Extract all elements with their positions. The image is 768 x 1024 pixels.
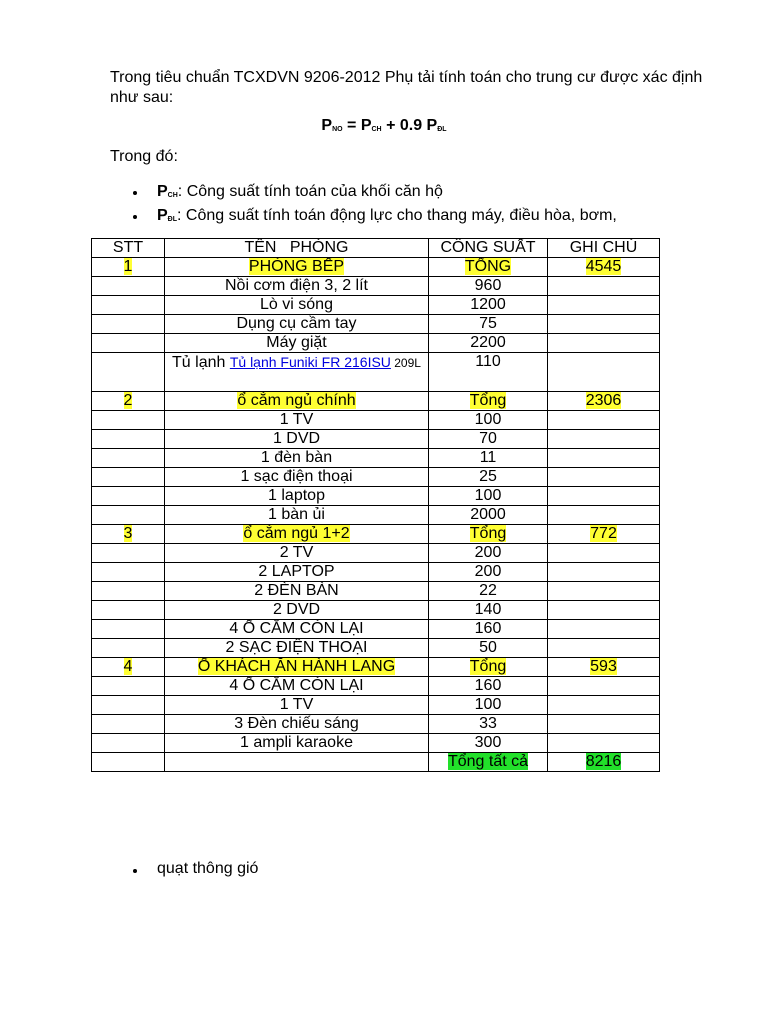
stt-cell	[92, 296, 165, 315]
name-cell: 1 TV	[165, 411, 429, 430]
table-row	[92, 334, 660, 353]
table-row	[92, 734, 660, 753]
power-cell: 2200	[429, 334, 548, 353]
note-cell	[548, 601, 660, 620]
table-row	[92, 430, 660, 449]
note-cell	[548, 296, 660, 315]
table-row	[92, 696, 660, 715]
power-cell: 160	[429, 677, 548, 696]
definition-pch: $P_{CH}$: Công suất tính toán của khối căn hộ	[130, 182, 617, 206]
section-row	[92, 258, 660, 277]
power-cell: 100	[429, 411, 548, 430]
power-cell: 2000	[429, 506, 548, 525]
name-cell: ổ cắm ngủ 1+2	[165, 525, 429, 544]
name-cell: 3 Đèn chiếu sáng	[165, 715, 429, 734]
note-cell: 593	[548, 658, 660, 677]
definition-list	[130, 182, 617, 230]
note-cell	[548, 715, 660, 734]
name-cell: 2 SẠC ĐIỆN THOẠI	[165, 639, 429, 658]
note-cell	[548, 544, 660, 563]
footnote-list	[130, 860, 258, 878]
stt-cell	[92, 277, 165, 296]
section-row	[92, 658, 660, 677]
note-cell: 2306	[548, 392, 660, 411]
power-cell: 70	[429, 430, 548, 449]
header-room: TÊN PHÒNG	[165, 239, 429, 258]
header-power: CÔNG SUẤT	[429, 239, 548, 258]
note-cell	[548, 468, 660, 487]
total-value: 8216	[585, 753, 622, 770]
note-cell	[548, 563, 660, 582]
table-row	[92, 277, 660, 296]
trong-do-label: Trong đó:	[110, 148, 178, 165]
table-row	[92, 506, 660, 525]
power-cell: 160	[429, 620, 548, 639]
table-row	[92, 449, 660, 468]
power-cell: 11	[429, 449, 548, 468]
power-cell: 960	[429, 277, 548, 296]
power-cell: Tổng	[429, 392, 548, 411]
note-cell	[548, 506, 660, 525]
stt-cell	[92, 582, 165, 601]
name-cell: 2 ĐÈN BÀN	[165, 582, 429, 601]
name-cell: 1 DVD	[165, 430, 429, 449]
name-cell: Nồi cơm điện 3, 2 lít	[165, 277, 429, 296]
name-cell: Dụng cụ cầm tay	[165, 315, 429, 334]
name-cell: 2 DVD	[165, 601, 429, 620]
stt-cell	[92, 315, 165, 334]
power-cell: 140	[429, 601, 548, 620]
header-stt: STT	[92, 239, 165, 258]
name-cell: 2 TV	[165, 544, 429, 563]
name-cell: ổ cắm ngủ chính	[165, 392, 429, 411]
footnote-item: quạt thông gió	[130, 860, 258, 878]
stt-cell	[92, 563, 165, 582]
table-row	[92, 620, 660, 639]
power-cell: 200	[429, 563, 548, 582]
note-cell: 772	[548, 525, 660, 544]
stt-cell	[92, 677, 165, 696]
note-cell	[548, 487, 660, 506]
note-cell	[548, 620, 660, 639]
total-row	[92, 753, 660, 772]
table-row	[92, 601, 660, 620]
note-cell: 4545	[548, 258, 660, 277]
power-cell: 100	[429, 696, 548, 715]
note-cell	[548, 734, 660, 753]
note-cell	[548, 353, 660, 392]
note-cell	[548, 696, 660, 715]
name-cell: 1 laptop	[165, 487, 429, 506]
stt-cell	[92, 696, 165, 715]
total-value-cell	[548, 753, 660, 772]
header-note: GHI CHÚ	[548, 239, 660, 258]
stt-cell	[92, 430, 165, 449]
table-header	[92, 239, 660, 258]
table-row	[92, 639, 660, 658]
name-cell: 1 sạc điện thoại	[165, 468, 429, 487]
intro-paragraph: Trong tiêu chuẩn TCXDVN 9206-2012 Phụ tải tính toán cho trung cư được xác định như sau:	[110, 69, 703, 106]
stt-cell	[92, 601, 165, 620]
note-cell	[548, 315, 660, 334]
stt-cell: 4	[92, 658, 165, 677]
stt-cell	[92, 620, 165, 639]
note-cell	[548, 411, 660, 430]
table-row	[92, 677, 660, 696]
table-row	[92, 544, 660, 563]
table-row	[92, 582, 660, 601]
power-cell: 1200	[429, 296, 548, 315]
table-row	[92, 468, 660, 487]
definition-pdl: $P_{ĐL}$: Công suất tính toán động lực cho thang máy, điều hòa, bơm,	[130, 206, 617, 230]
note-cell	[548, 639, 660, 658]
name-cell: Máy giặt	[165, 334, 429, 353]
stt-cell	[92, 715, 165, 734]
section-row	[92, 525, 660, 544]
table-row	[92, 487, 660, 506]
fridge-link[interactable]: Tủ lạnh Funiki FR 216ISU	[229, 354, 391, 370]
stt-cell	[92, 734, 165, 753]
name-cell: 4 Ổ CẮM CÒN LẠI	[165, 677, 429, 696]
stt-cell: 2	[92, 392, 165, 411]
power-cell: 50	[429, 639, 548, 658]
power-cell: TỔNG	[429, 258, 548, 277]
name-cell: Tủ lạnh Tủ lạnh Funiki FR 216ISU 209L	[165, 353, 429, 392]
note-cell	[548, 334, 660, 353]
stt-cell	[92, 411, 165, 430]
name-cell: PHÒNG BẾP	[165, 258, 429, 277]
table-row	[92, 315, 660, 334]
power-cell: Tổng	[429, 658, 548, 677]
power-cell: 75	[429, 315, 548, 334]
stt-cell: 3	[92, 525, 165, 544]
total-label-cell	[429, 753, 548, 772]
section-row	[92, 392, 660, 411]
power-cell: 110	[429, 353, 548, 392]
note-cell	[548, 449, 660, 468]
name-cell: Lò vi sóng	[165, 296, 429, 315]
table-row	[92, 411, 660, 430]
stt-cell	[92, 753, 165, 772]
stt-cell	[92, 449, 165, 468]
table-row	[92, 563, 660, 582]
power-cell: 100	[429, 487, 548, 506]
note-cell	[548, 430, 660, 449]
stt-cell	[92, 487, 165, 506]
stt-cell	[92, 353, 165, 392]
load-table	[91, 238, 660, 772]
name-cell: Ổ KHÁCH ĂN HÀNH LANG	[165, 658, 429, 677]
table-row	[92, 353, 660, 392]
power-cell: 22	[429, 582, 548, 601]
table-row	[92, 296, 660, 315]
note-cell	[548, 677, 660, 696]
total-label: Tổng tất cả	[447, 753, 529, 770]
note-cell	[548, 582, 660, 601]
stt-cell	[92, 544, 165, 563]
name-cell: 4 Ổ CẮM CÒN LẠI	[165, 620, 429, 639]
stt-cell	[92, 506, 165, 525]
name-cell	[165, 753, 429, 772]
note-cell	[548, 277, 660, 296]
name-cell: 2 LAPTOP	[165, 563, 429, 582]
power-cell: 300	[429, 734, 548, 753]
name-cell: 1 TV	[165, 696, 429, 715]
stt-cell	[92, 639, 165, 658]
power-cell: Tổng	[429, 525, 548, 544]
name-cell: 1 ampli karaoke	[165, 734, 429, 753]
power-cell: 25	[429, 468, 548, 487]
power-cell: 200	[429, 544, 548, 563]
name-cell: 1 đèn bàn	[165, 449, 429, 468]
stt-cell	[92, 334, 165, 353]
stt-cell: 1	[92, 258, 165, 277]
formula: $P_{NO} = P_{CH} + 0.9$ $P_{ĐL}$	[321, 117, 447, 134]
power-cell: 33	[429, 715, 548, 734]
stt-cell	[92, 468, 165, 487]
table-row	[92, 715, 660, 734]
name-cell: 1 bàn ủi	[165, 506, 429, 525]
